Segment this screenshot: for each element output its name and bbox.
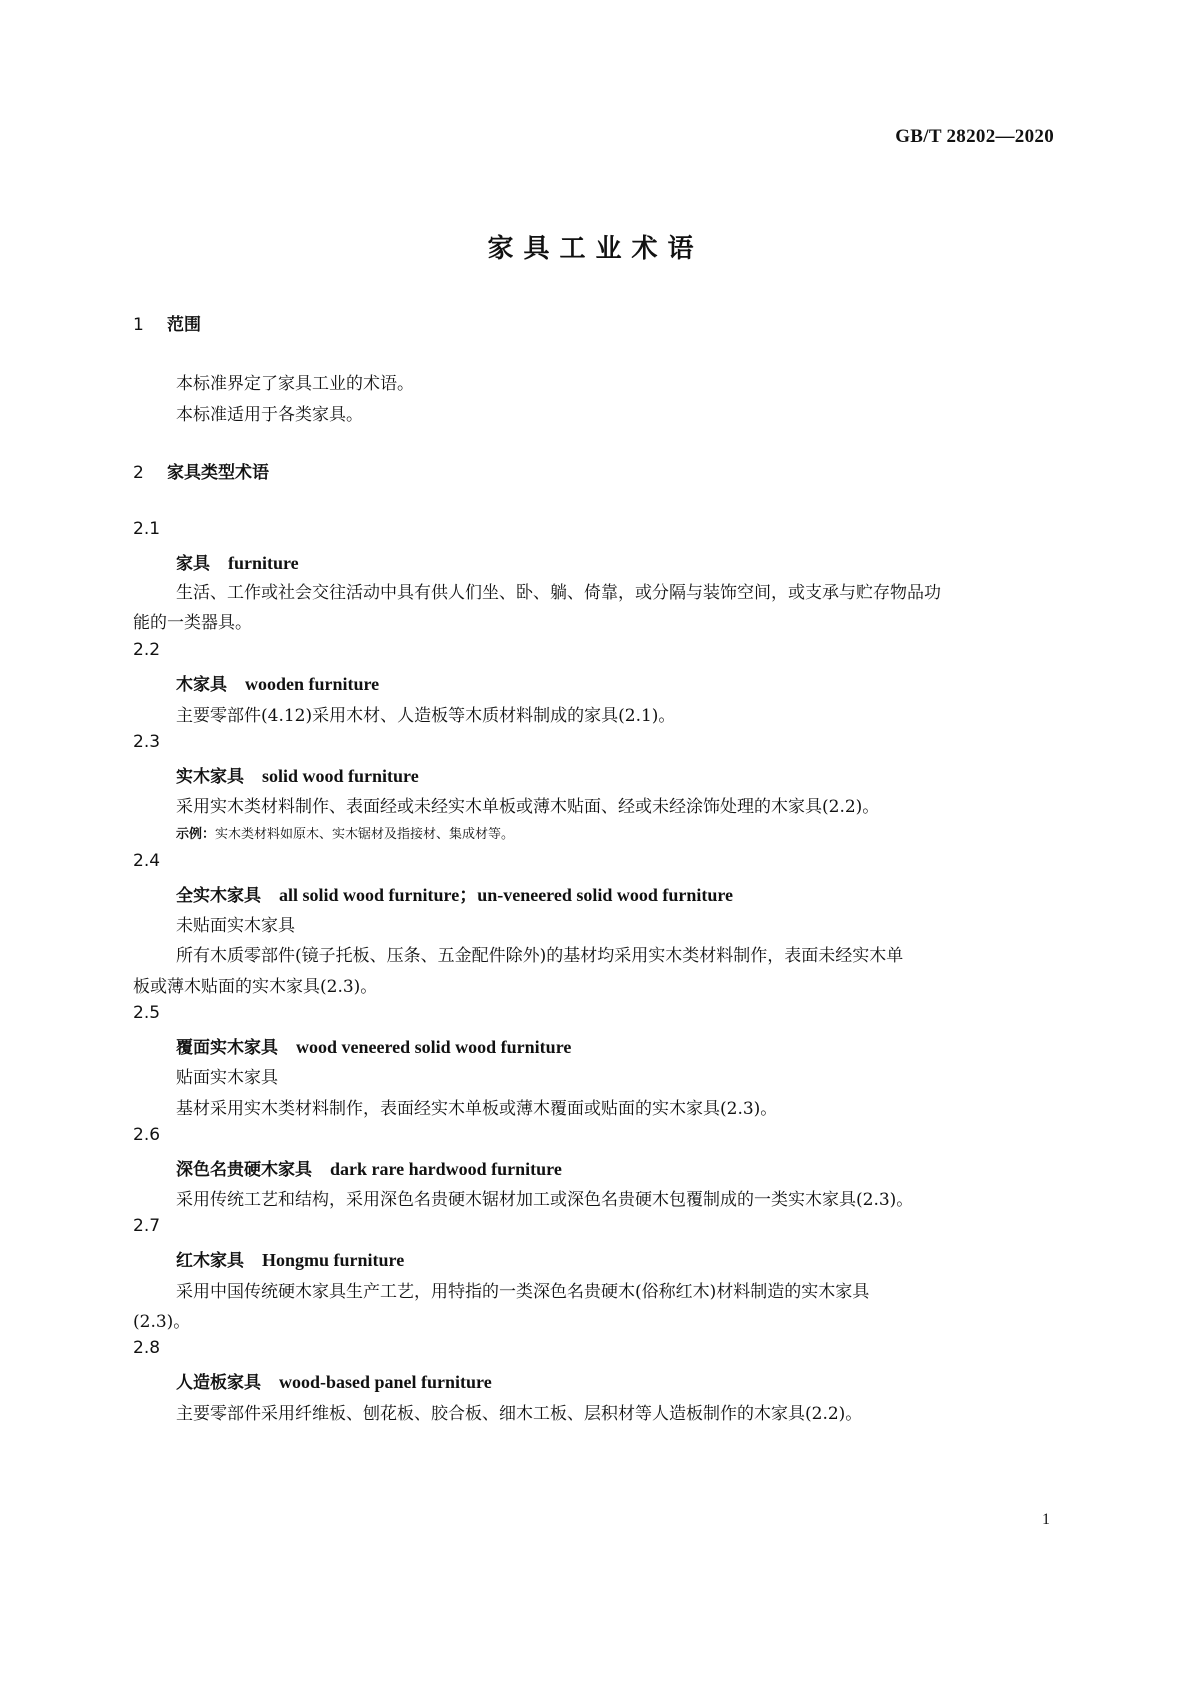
- section-heading-scope: [133, 310, 201, 335]
- term-english: wooden furniture: [245, 674, 380, 694]
- term-heading: [176, 762, 419, 787]
- term-heading: [176, 1033, 571, 1058]
- section-heading-furniture-types: [133, 458, 269, 483]
- term-english: all solid wood furniture；un-veneered solid wood furniture: [279, 885, 734, 905]
- term-number: 2.8: [133, 1338, 161, 1358]
- term-number: 2.6: [133, 1125, 161, 1145]
- section-title: 范围: [167, 315, 201, 335]
- term-heading: [176, 1368, 492, 1393]
- term-definition: 所有木质零部件(镜子托板、压条、五金配件除外)的基材均采用实木类材料制作，表面未经实木单: [176, 946, 904, 966]
- term-chinese: 木家具: [176, 675, 227, 695]
- term-english: wood-based panel furniture: [279, 1372, 492, 1392]
- term-definition: 主要零部件采用纤维板、刨花板、胶合板、细木工板、层积材等人造板制作的木家具(2.2)。: [176, 1404, 863, 1424]
- term-heading: [176, 1155, 562, 1180]
- term-number: 2.1: [133, 519, 161, 539]
- term-definition: 采用传统工艺和结构，采用深色名贵硬木锯材加工或深色名贵硬木包覆制成的一类实木家具(2.3)。: [176, 1190, 914, 1210]
- term-synonym: 未贴面实木家具: [176, 916, 295, 936]
- term-definition: 基材采用实木类材料制作，表面经实木单板或薄木覆面或贴面的实木家具(2.3)。: [176, 1099, 778, 1119]
- term-number: 2.5: [133, 1003, 161, 1023]
- term-example: [176, 823, 514, 842]
- term-definition: 主要零部件(4.12)采用木材、人造板等木质材料制成的家具(2.1)。: [176, 706, 676, 726]
- term-synonym: 贴面实木家具: [176, 1068, 278, 1088]
- term-english: wood veneered solid wood furniture: [296, 1037, 572, 1057]
- term-chinese: 红木家具: [176, 1251, 244, 1271]
- term-definition: 能的一类器具。: [133, 613, 252, 633]
- term-number: 2.2: [133, 640, 161, 660]
- term-chinese: 深色名贵硬木家具: [176, 1160, 312, 1180]
- term-heading: [176, 1246, 404, 1271]
- term-heading: [176, 881, 733, 907]
- term-english: solid wood furniture: [262, 766, 419, 786]
- term-definition: (2.3)。: [133, 1312, 191, 1332]
- term-definition: 采用实木类材料制作、表面经或未经实木单板或薄木贴面、经或未经涂饰处理的木家具(2.2)。: [176, 797, 880, 817]
- term-chinese: 实木家具: [176, 767, 244, 787]
- term-definition: 板或薄木贴面的实木家具(2.3)。: [133, 977, 378, 997]
- term-definition: 生活、工作或社会交往活动中具有供人们坐、卧、躺、倚靠，或分隔与装饰空间，或支承与贮存物品功: [176, 583, 941, 603]
- document-title: 家具工业术语: [487, 234, 704, 264]
- term-heading: [176, 549, 299, 574]
- term-chinese: 家具: [176, 554, 210, 574]
- term-definition: 采用中国传统硬木家具生产工艺，用特指的一类深色名贵硬木(俗称红木)材料制造的实木家具: [176, 1282, 870, 1302]
- scope-paragraph: 本标准界定了家具工业的术语。: [176, 374, 414, 394]
- term-number: 2.4: [133, 851, 161, 871]
- term-chinese: 覆面实木家具: [176, 1038, 278, 1058]
- example-label: 示例：: [176, 827, 216, 842]
- page-number: 1: [1042, 1511, 1050, 1528]
- standard-number: GB/T 28202—2020: [895, 126, 1054, 147]
- term-number: 2.7: [133, 1216, 161, 1236]
- term-chinese: 人造板家具: [176, 1373, 261, 1393]
- section-number: 2: [133, 463, 144, 483]
- term-english: dark rare hardwood furniture: [330, 1159, 562, 1179]
- term-chinese: 全实木家具: [176, 886, 261, 906]
- term-number: 2.3: [133, 732, 161, 752]
- example-text: 实木类材料如原木、实木锯材及指接材、集成材等。: [215, 827, 515, 842]
- term-english: Hongmu furniture: [262, 1250, 405, 1270]
- term-english: furniture: [228, 553, 299, 573]
- term-heading: [176, 670, 379, 695]
- section-number: 1: [133, 315, 144, 335]
- scope-paragraph: 本标准适用于各类家具。: [176, 405, 363, 425]
- section-title: 家具类型术语: [167, 463, 269, 483]
